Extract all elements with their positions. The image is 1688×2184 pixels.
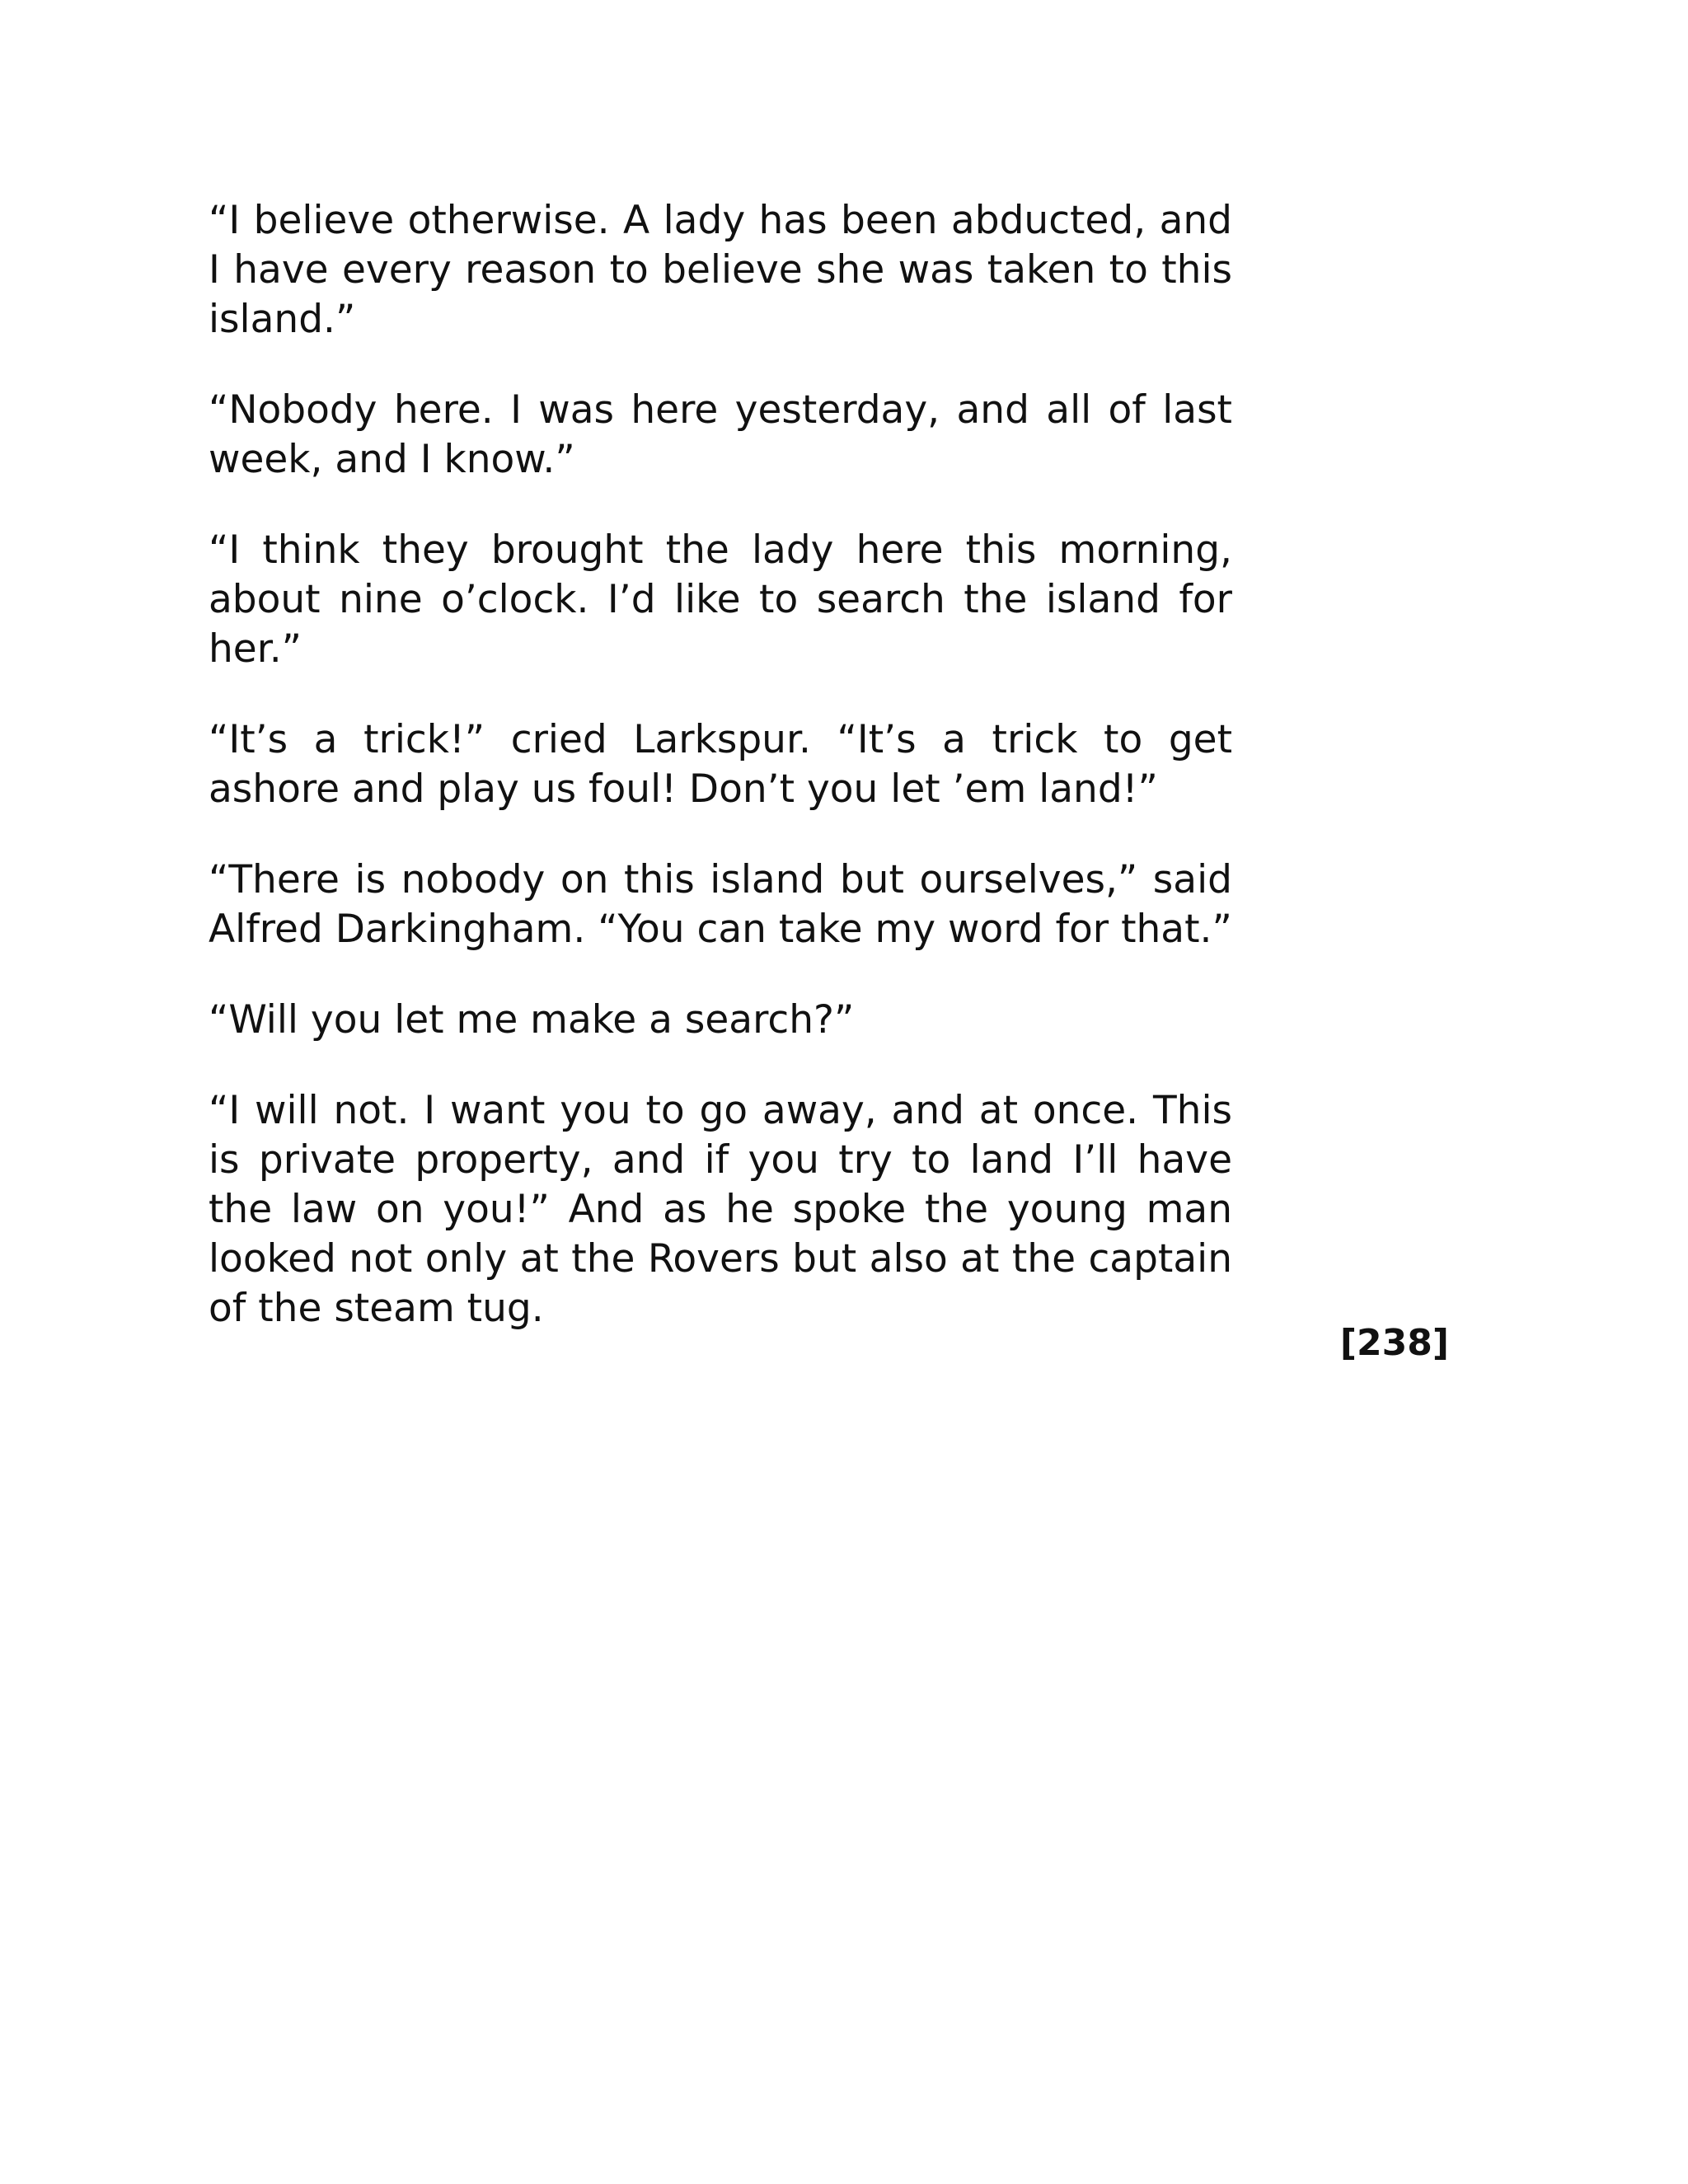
paragraph: “I think they brought the lady here this morning, about nine o’clock. I’d like to search the island for her.” bbox=[209, 527, 1232, 672]
page-number: [238] bbox=[1339, 1322, 1449, 1364]
paragraph: “I will not. I want you to go away, and at once. This is private property, and if you try to land I’ll have the law on you!” And as he spoke the young man looked not only at the Rovers but also at the captain of the steam tug. bbox=[209, 1088, 1232, 1331]
paragraph: “Will you let me make a search?” bbox=[209, 997, 855, 1043]
paragraph: “Nobody here. I was here yesterday, and all of last week, and I know.” bbox=[209, 387, 1232, 482]
paragraph: “I believe otherwise. A lady has been abducted, and I have every reason to believe she was taken to this island.” bbox=[209, 198, 1232, 342]
paragraph: “There is nobody on this island but ourselves,” said Alfred Darkingham. “You can take my word for that.” bbox=[209, 857, 1232, 952]
page-body bbox=[209, 196, 1232, 1375]
paragraph: “It’s a trick!” cried Larkspur. “It’s a trick to get ashore and play us foul! Don’t you let ’em land!” bbox=[209, 717, 1232, 812]
